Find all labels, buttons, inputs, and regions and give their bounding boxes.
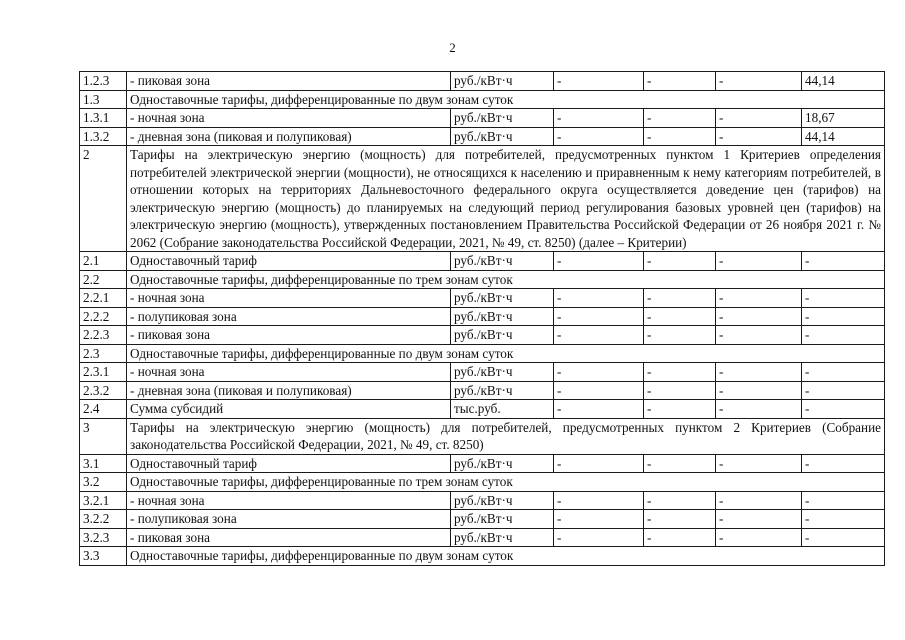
row-name: - пиковая зона: [127, 72, 451, 91]
section-title: Одноставочные тарифы, дифференцированные по трем зонам суток: [127, 270, 885, 289]
row-value: -: [802, 454, 885, 473]
row-name: - полупиковая зона: [127, 307, 451, 326]
row-number: 2.2.1: [80, 289, 127, 308]
row-value: -: [802, 491, 885, 510]
row-value: -: [716, 528, 802, 547]
row-name: - ночная зона: [127, 109, 451, 128]
row-value: -: [716, 289, 802, 308]
table-row: [80, 307, 885, 326]
row-value: -: [554, 289, 644, 308]
row-name: - пиковая зона: [127, 326, 451, 345]
row-value: -: [716, 326, 802, 345]
table-row: [80, 400, 885, 419]
table-row: [80, 127, 885, 146]
row-number: 2.3: [80, 344, 127, 363]
table-row: [80, 381, 885, 400]
row-value: -: [554, 252, 644, 271]
row-value: -: [644, 72, 716, 91]
row-number: 3.2.2: [80, 510, 127, 529]
row-value: -: [802, 363, 885, 382]
section-title: Тарифы на электрическую энергию (мощность) для потребителей, предусмотренных пунктом 2 Критериев (Собрание законодательства Российской Федерации, 2021, № 49, ст. 8250): [127, 418, 885, 454]
table-row: [80, 109, 885, 128]
table-row: [80, 454, 885, 473]
row-value: -: [716, 109, 802, 128]
row-number: 1.3.1: [80, 109, 127, 128]
row-number: 2: [80, 146, 127, 252]
row-value: -: [554, 400, 644, 419]
row-value: -: [644, 363, 716, 382]
row-name: - ночная зона: [127, 289, 451, 308]
row-value: -: [802, 381, 885, 400]
row-value: -: [644, 381, 716, 400]
table-row: [80, 363, 885, 382]
row-unit: руб./кВт·ч: [451, 72, 554, 91]
row-value: -: [644, 528, 716, 547]
row-unit: тыс.руб.: [451, 400, 554, 419]
row-value: -: [716, 363, 802, 382]
row-value: -: [554, 454, 644, 473]
row-value: -: [802, 307, 885, 326]
row-value: -: [716, 400, 802, 419]
row-value: -: [554, 109, 644, 128]
section-title: Тарифы на электрическую энергию (мощность) для потребителей, предусмотренных пунктом 1 Критериев определения потребителей электрической энергии (мощности), не относящихся к населению и приравненным к нему категориям потребителей, в отношении которых на территориях Дальневосточного федерального округа осуществляется доведение цен (тарифов) на электрическую энергию (мощность) до планируемых на следующий период регулирования базовых уровней цен (тарифов) на электрическую энергию (мощность), утвержденных постановлением Правительства Российской Федерации от 26 ноября 2021 г. № 2062 (Собрание законодательства Российской Федерации, 2021, № 49, ст. 8250) (далее – Критерии): [127, 146, 885, 252]
row-value: -: [716, 491, 802, 510]
row-value: -: [554, 307, 644, 326]
row-number: 1.2.3: [80, 72, 127, 91]
page-number: 2: [449, 40, 456, 55]
row-value: -: [802, 510, 885, 529]
table-row: [80, 491, 885, 510]
section-title: Одноставочные тарифы, дифференцированные по трем зонам суток: [127, 473, 885, 492]
row-name: - полупиковая зона: [127, 510, 451, 529]
row-unit: руб./кВт·ч: [451, 381, 554, 400]
row-value: -: [554, 326, 644, 345]
row-value: -: [644, 289, 716, 308]
row-unit: руб./кВт·ч: [451, 363, 554, 382]
row-value: -: [802, 400, 885, 419]
row-unit: руб./кВт·ч: [451, 307, 554, 326]
tariff-table: [79, 71, 885, 566]
section-title: Одноставочные тарифы, дифференцированные по двум зонам суток: [127, 547, 885, 566]
row-number: 3.1: [80, 454, 127, 473]
row-number: 3.3: [80, 547, 127, 566]
row-value: -: [644, 252, 716, 271]
row-number: 2.2.2: [80, 307, 127, 326]
section-row: [80, 90, 885, 109]
row-number: 3.2: [80, 473, 127, 492]
row-number: 2.2: [80, 270, 127, 289]
section-row: [80, 344, 885, 363]
row-unit: руб./кВт·ч: [451, 326, 554, 345]
row-name: - дневная зона (пиковая и полупиковая): [127, 127, 451, 146]
row-number: 3.2.1: [80, 491, 127, 510]
row-value: -: [716, 510, 802, 529]
table-row: [80, 528, 885, 547]
row-value: -: [802, 528, 885, 547]
row-name: - ночная зона: [127, 491, 451, 510]
row-value: -: [802, 289, 885, 308]
row-number: 3: [80, 418, 127, 454]
row-number: 1.3.2: [80, 127, 127, 146]
row-value: -: [716, 454, 802, 473]
row-number: 2.3.1: [80, 363, 127, 382]
row-unit: руб./кВт·ч: [451, 510, 554, 529]
row-name: Сумма субсидий: [127, 400, 451, 419]
table-row: [80, 289, 885, 308]
row-value: -: [554, 491, 644, 510]
table-row: [80, 252, 885, 271]
row-value: 44,14: [802, 127, 885, 146]
row-value: -: [644, 491, 716, 510]
row-unit: руб./кВт·ч: [451, 491, 554, 510]
section-row: [80, 146, 885, 252]
row-value: -: [644, 127, 716, 146]
row-value: 44,14: [802, 72, 885, 91]
section-title: Одноставочные тарифы, дифференцированные по двум зонам суток: [127, 90, 885, 109]
row-value: -: [716, 127, 802, 146]
row-number: 3.2.3: [80, 528, 127, 547]
row-unit: руб./кВт·ч: [451, 454, 554, 473]
section-title: Одноставочные тарифы, дифференцированные по двум зонам суток: [127, 344, 885, 363]
row-value: -: [716, 381, 802, 400]
row-value: -: [644, 109, 716, 128]
row-name: Одноставочный тариф: [127, 252, 451, 271]
section-row: [80, 270, 885, 289]
row-value: -: [644, 400, 716, 419]
row-unit: руб./кВт·ч: [451, 252, 554, 271]
row-value: -: [716, 72, 802, 91]
table-row: [80, 510, 885, 529]
row-value: -: [802, 326, 885, 345]
row-number: 2.2.3: [80, 326, 127, 345]
tariff-table-body: [80, 72, 885, 566]
row-value: -: [716, 307, 802, 326]
row-value: -: [554, 127, 644, 146]
row-value: -: [554, 510, 644, 529]
table-row: [80, 326, 885, 345]
row-name: Одноставочный тариф: [127, 454, 451, 473]
row-value: -: [554, 363, 644, 382]
row-value: -: [644, 510, 716, 529]
row-name: - пиковая зона: [127, 528, 451, 547]
row-value: -: [802, 252, 885, 271]
row-value: -: [554, 72, 644, 91]
row-name: - дневная зона (пиковая и полупиковая): [127, 381, 451, 400]
section-row: [80, 547, 885, 566]
row-value: 18,67: [802, 109, 885, 128]
row-value: -: [554, 381, 644, 400]
section-row: [80, 473, 885, 492]
section-row: [80, 418, 885, 454]
row-value: -: [644, 454, 716, 473]
row-number: 1.3: [80, 90, 127, 109]
row-value: -: [644, 307, 716, 326]
row-number: 2.1: [80, 252, 127, 271]
row-number: 2.4: [80, 400, 127, 419]
row-number: 2.3.2: [80, 381, 127, 400]
row-value: -: [644, 326, 716, 345]
row-unit: руб./кВт·ч: [451, 528, 554, 547]
row-name: - ночная зона: [127, 363, 451, 382]
row-value: -: [716, 252, 802, 271]
row-value: -: [554, 528, 644, 547]
table-row: [80, 72, 885, 91]
row-unit: руб./кВт·ч: [451, 109, 554, 128]
row-unit: руб./кВт·ч: [451, 127, 554, 146]
row-unit: руб./кВт·ч: [451, 289, 554, 308]
